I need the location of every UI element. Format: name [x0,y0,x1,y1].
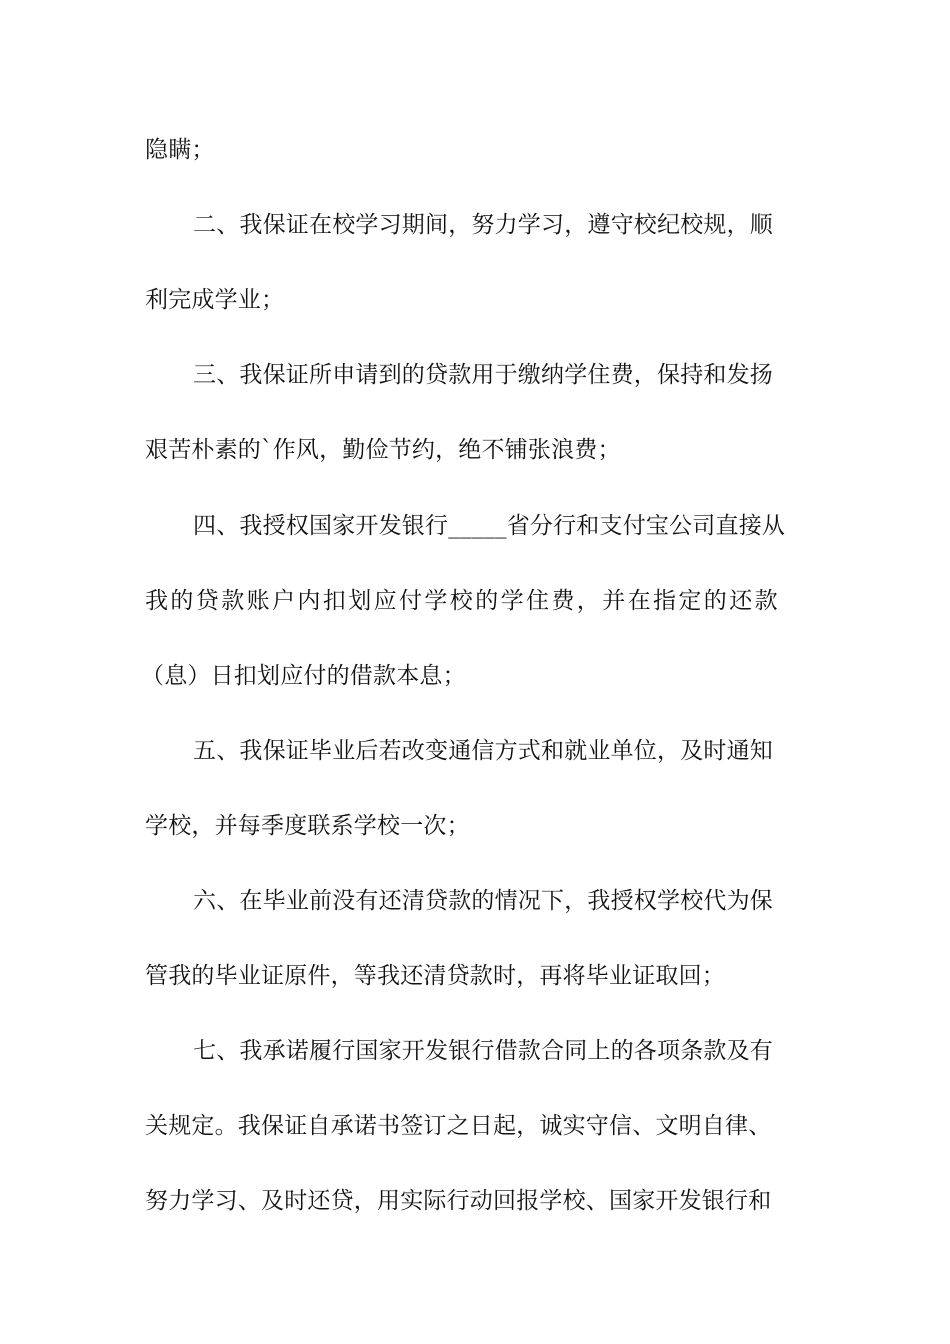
text-line: 二、我保证在校学习期间，努力学习，遵守校纪校规，顺 [193,212,773,238]
text-line: 五、我保证毕业后若改变通信方式和就业单位，及时通知 [193,738,773,764]
text-line: 七、我承诺履行国家开发银行借款合同上的各项条款及有 [193,1038,773,1064]
text-line: 努力学习、及时还贷，用实际行动回报学校、国家开发银行和 [145,1188,772,1214]
text-line: 六、在毕业前没有还清贷款的情况下，我授权学校代为保 [193,888,773,914]
text-line: 我的贷款账户内扣划应付学校的学住费，并在指定的还款 [145,588,780,614]
text-line: 管我的毕业证原件，等我还清贷款时，再将毕业证取回； [145,963,725,989]
text-line: 学校，并每季度联系学校一次； [145,813,470,839]
text-line: 隐瞒； [145,137,215,163]
text-line: （息）日扣划应付的借款本息； [141,663,466,689]
text-line: 关规定。我保证自承诺书签订之日起，诚实守信、文明自律、 [145,1113,772,1139]
text-line: 艰苦朴素的`作风，勤俭节约，绝不铺张浪费； [145,437,621,463]
text-line: 三、我保证所申请到的贷款用于缴纳学住费，保持和发扬 [193,362,773,388]
text-line: 四、我授权国家开发银行_____省分行和支付宝公司直接从 [193,513,786,539]
text-line: 利完成学业； [145,287,285,313]
